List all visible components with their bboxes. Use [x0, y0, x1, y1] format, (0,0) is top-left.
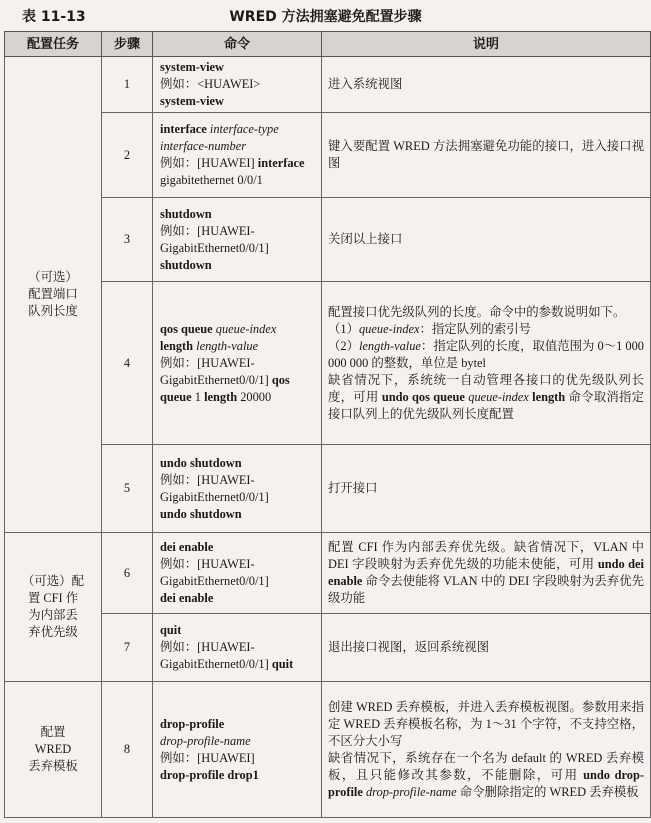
text-line: [160, 240, 314, 257]
table-row: [5, 113, 651, 198]
text-line: [160, 455, 314, 472]
command-cell: [153, 533, 322, 614]
table-caption: [0, 4, 651, 26]
task-line: （可选）: [28, 270, 78, 284]
plain-text: 配置接口优先级队列的长度。命令中的参数说明如下。: [328, 304, 626, 319]
header-task: 配置任务: [5, 32, 102, 57]
plain-text: 命令取消指定接口队列上的优先级队列长度配置: [328, 389, 644, 421]
parameter-text: queue-index: [215, 321, 277, 336]
parameter-text: drop-profile-name: [160, 733, 251, 748]
task-line: 配置端口: [28, 287, 78, 301]
step-cell: 8: [102, 682, 153, 818]
table-row: [5, 445, 651, 533]
text-line: [160, 733, 314, 750]
keyword-text: undo qos queue: [381, 389, 469, 404]
table-row: [5, 57, 651, 113]
parameter-text: length-value: [358, 338, 421, 353]
plain-text: （2）: [328, 338, 359, 353]
command-cell: [153, 113, 322, 198]
command-cell: [153, 614, 322, 682]
keyword-text: shutdown: [160, 257, 212, 272]
text-line: [160, 223, 314, 240]
task-cell: [5, 533, 102, 682]
plain-text: 进入系统视图: [328, 77, 403, 91]
text-line: [160, 172, 314, 189]
plain-text: GigabitEthernet0/0/1]: [160, 657, 272, 671]
plain-text: 配置 CFI 作为内部丢弃优先级。缺省情况下，VLAN 中 DEI 字段映射为丢弃优先级的功能未使能，可用: [328, 540, 644, 571]
plain-text: 退出接口视图，返回系统视图: [328, 640, 490, 654]
text-line: [160, 121, 314, 138]
text-line: [160, 573, 314, 590]
command-cell: [153, 682, 322, 818]
command-cell: [153, 282, 322, 445]
task-line: 配置: [40, 725, 66, 739]
command-cell: [153, 57, 322, 113]
keyword-text: dei enable: [160, 540, 214, 554]
step-cell: 7: [102, 614, 153, 682]
keyword-text: dei enable: [160, 591, 214, 605]
task-line: 为内部丢: [28, 608, 78, 622]
step-cell: 1: [102, 57, 153, 113]
text-line: [328, 321, 644, 338]
text-line: [160, 472, 314, 489]
keyword-text: undo drop-profile: [328, 767, 644, 799]
plain-text: 例如：[HUAWEI-: [160, 223, 255, 238]
plain-text: GigabitEthernet0/0/1]: [160, 372, 272, 387]
text-line: [160, 389, 314, 406]
text-line: [328, 304, 644, 321]
text-line: [328, 639, 644, 656]
plain-text: 例如：[HUAWEI-: [160, 640, 255, 654]
text-line: [328, 338, 644, 372]
command-cell: [153, 198, 322, 282]
plain-text: GigabitEthernet0/0/1]: [160, 489, 269, 504]
table-row: [5, 198, 651, 282]
description-cell: [322, 682, 651, 818]
table-title: WRED 方法拥塞避免配置步骤: [229, 9, 422, 25]
text-line: [160, 138, 314, 155]
parameter-text: interface-type: [209, 122, 279, 136]
text-line: [160, 321, 314, 338]
keyword-text: drop-profile: [160, 716, 225, 731]
header-description: 说明: [322, 32, 651, 57]
plain-text: 例如：[HUAWEI-: [160, 355, 255, 370]
task-line: WRED: [34, 742, 72, 756]
plain-text: 例如：[HUAWEI-: [160, 557, 255, 571]
text-line: [160, 656, 314, 673]
task-cell: [5, 682, 102, 818]
keyword-text: shutdown: [160, 206, 212, 221]
text-line: [328, 699, 644, 750]
keyword-text: undo shutdown: [160, 455, 242, 470]
text-line: [328, 750, 644, 801]
keyword-text: length: [160, 338, 197, 353]
text-line: [160, 206, 314, 223]
plain-text: 缺省情况下，系统存在一个名为 default 的 WRED 丢弃模板，且只能修改其参数，不能删除，可用: [328, 750, 644, 782]
text-line: [160, 750, 314, 767]
config-steps-table: [4, 31, 651, 818]
text-line: [160, 372, 314, 389]
keyword-text: quit: [160, 623, 182, 637]
text-line: [160, 556, 314, 573]
text-line: [160, 716, 314, 733]
text-line: [160, 257, 314, 274]
description-cell: [322, 57, 651, 113]
plain-text: 关闭以上接口: [328, 232, 403, 246]
text-line: [160, 639, 314, 656]
keyword-text: system-view: [160, 60, 224, 74]
plain-text: 打开接口: [328, 481, 378, 495]
parameter-text: interface-number: [160, 139, 247, 153]
header-step: 步骤: [102, 32, 153, 57]
task-line: 置 CFI 作: [27, 591, 79, 605]
plain-text: 创建 WRED 丢弃模板，并进入丢弃模板视图。参数用来指定 WRED 丢弃模板名称，为 1～31 个字符，不支持空格，不区分大小写: [328, 699, 644, 748]
plain-text: ：指定队列的长度，取值范围为 0～1 000 000 000 的整数，单位是 bytel: [328, 338, 644, 370]
keyword-text: drop-profile drop1: [160, 767, 259, 782]
task-line: 队列长度: [28, 304, 78, 318]
keyword-text: length: [528, 389, 566, 404]
plain-text: GigabitEthernet0/0/1]: [160, 574, 269, 588]
description-cell: [322, 445, 651, 533]
description-cell: [322, 198, 651, 282]
keyword-text: interface: [160, 122, 210, 136]
text-line: [160, 355, 314, 372]
step-cell: 4: [102, 282, 153, 445]
text-line: [328, 539, 644, 607]
keyword-text: qos queue: [160, 321, 216, 336]
keyword-text: length: [204, 389, 238, 404]
text-line: [160, 767, 314, 784]
step-cell: 2: [102, 113, 153, 198]
text-line: [160, 489, 314, 506]
description-cell: [322, 533, 651, 614]
keyword-text: undo dei enable: [328, 557, 644, 588]
task-line: 弃优先级: [28, 625, 78, 639]
plain-text: 1: [194, 389, 205, 404]
plain-text: 例如：[HUAWEI]: [160, 156, 258, 170]
keyword-text: undo shutdown: [160, 506, 242, 521]
step-cell: 3: [102, 198, 153, 282]
text-line: [160, 76, 314, 93]
text-line: [160, 59, 314, 76]
task-line: 丢弃模板: [28, 759, 78, 773]
parameter-text: queue-index: [468, 389, 529, 404]
table-row: [5, 533, 651, 614]
text-line: [328, 76, 644, 93]
header-command: 命令: [153, 32, 322, 57]
plain-text: 例如：<HUAWEI>: [160, 77, 261, 91]
text-line: [328, 138, 644, 172]
plain-text: ：指定队列的索引号: [419, 321, 532, 336]
table-row: [5, 614, 651, 682]
text-line: [160, 93, 314, 110]
text-line: [160, 622, 314, 639]
text-line: [160, 506, 314, 523]
text-line: [328, 372, 644, 423]
step-cell: 5: [102, 445, 153, 533]
keyword-text: interface: [257, 156, 305, 170]
plain-text: （1）: [328, 321, 359, 336]
text-line: [160, 590, 314, 607]
plain-text: 例如：[HUAWEI-: [160, 472, 255, 487]
plain-text: 例如：[HUAWEI]: [160, 750, 255, 765]
plain-text: 键入要配置 WRED 方法拥塞避免功能的接口，进入接口视图: [328, 139, 644, 170]
table-number: 表 11-13: [22, 9, 86, 25]
keyword-text: system-view: [160, 94, 224, 108]
keyword-text: queue: [160, 389, 195, 404]
description-cell: [322, 614, 651, 682]
text-line: [160, 539, 314, 556]
text-line: [160, 155, 314, 172]
text-line: [328, 231, 644, 248]
description-cell: [322, 282, 651, 445]
plain-text: GigabitEthernet0/0/1]: [160, 240, 269, 255]
header-row: [5, 32, 651, 57]
text-line: [160, 338, 314, 355]
plain-text: 缺省情况下，系统统一自动管理各接口的优先级队列长度，可用: [328, 372, 644, 404]
step-cell: 6: [102, 533, 153, 614]
task-cell: [5, 57, 102, 533]
keyword-text: qos: [271, 372, 290, 387]
plain-text: 命令去使能将 VLAN 中的 DEI 字段映射为丢弃优先级功能: [328, 574, 644, 605]
task-line: （可选）配: [22, 574, 84, 588]
command-cell: [153, 445, 322, 533]
keyword-text: quit: [271, 657, 294, 671]
parameter-text: queue-index: [358, 321, 420, 336]
description-cell: [322, 113, 651, 198]
text-line: [328, 480, 644, 497]
plain-text: 20000: [237, 389, 272, 404]
parameter-text: drop-profile-name: [365, 784, 457, 799]
plain-text: 命令删除指定的 WRED 丢弃模板: [456, 784, 639, 799]
table-row: [5, 282, 651, 445]
table-row: [5, 682, 651, 818]
plain-text: gigabitethernet 0/0/1: [160, 173, 263, 187]
parameter-text: length-value: [196, 338, 259, 353]
